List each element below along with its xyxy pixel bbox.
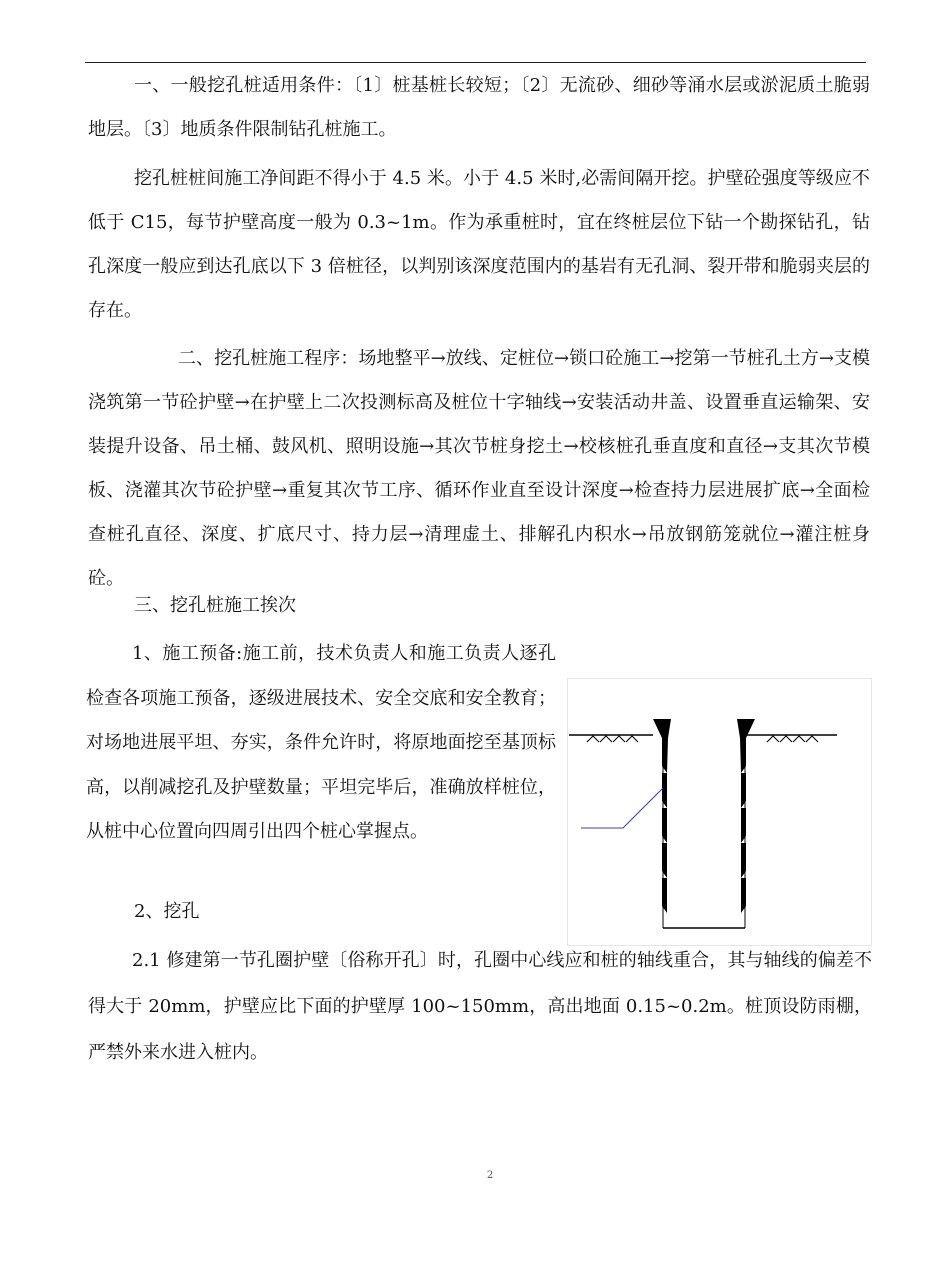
paragraph-spacing-requirements: 挖孔桩桩间施工净间距不得小于 4.5 米。小于 4.5 米时,必需间隔开挖。护壁砼强度等级应不低于 C15，每节护壁高度一般为 0.3~1m。作为承重桩时，宜在终桩层位下钻一个勘探钻孔，钻孔深度一般应到达孔底以下 3 倍桩径，以判别该深度范围内的基岩有无孔洞、裂开带和脆弱夹层的存在。 xyxy=(88,168,870,321)
leader-line xyxy=(581,788,663,828)
figure-border xyxy=(568,679,872,946)
subheading-excavation: 2、挖孔 xyxy=(134,901,200,922)
paragraph-first-ring-wall: 2.1 修建第一节孔圈护壁〔俗称开孔〕时，孔圈中心线应和桩的轴线重合，其与轴线的偏差不得大于 20mm，护壁应比下面的护壁厚 100~150mm，高出地面 0.15~0.2m。桩顶设防雨棚，严禁外来水进入桩内。 xyxy=(88,950,872,1063)
paragraph-applicable-conditions: 一、一般挖孔桩适用条件：〔1〕桩基桩长较短；〔2〕无流砂、细砂等涌水层或淤泥质土脆弱地层。〔3〕地质条件限制钻孔桩施工。 xyxy=(88,75,870,140)
pile-hole-retaining-wall-icon xyxy=(567,678,872,946)
pile-hole-diagram xyxy=(567,678,872,946)
left-collar xyxy=(653,719,671,738)
ground-hatch-right xyxy=(767,736,818,742)
header-rule xyxy=(85,62,866,63)
section-heading-construction-sequence: 三、挖孔桩施工挨次 xyxy=(134,595,296,616)
ground-hatch-left xyxy=(587,736,638,742)
paragraph-preparation: 1、施工预备:施工前，技术负责人和施工负责人逐孔检查各项施工预备，逐级进展技术、安全交底和安全教育；对场地进展平坦、夯实，条件允许时，将原地面挖至基顶标高，以削减挖孔及护壁数量；平坦完毕后，准确放样桩位，从桩中心位置向四周引出四个桩心掌握点。 xyxy=(86,643,556,842)
paragraph-construction-procedure: 二、挖孔桩施工程序：场地整平→放线、定桩位→锁口砼施工→挖第一节桩孔土方→支模浇筑第一节砼护壁→在护壁上二次投测标高及桩位十字轴线→安装活动井盖、设置垂直运输架、安装提升设备、吊土桶、鼓风机、照明设施→其次节桩身挖土→校核桩孔垂直度和直径→支其次节模板、浇灌其次节砼护壁→重复其次节工序、循环作业直至设计深度→检查持力层进展扩底→全面检查桩孔直径、深度、扩底尺寸、持力层→清理虚土、排解孔内积水→吊放钢筋笼就位→灌注桩身砼。 xyxy=(88,348,870,589)
page-number: 2 xyxy=(486,1170,494,1181)
